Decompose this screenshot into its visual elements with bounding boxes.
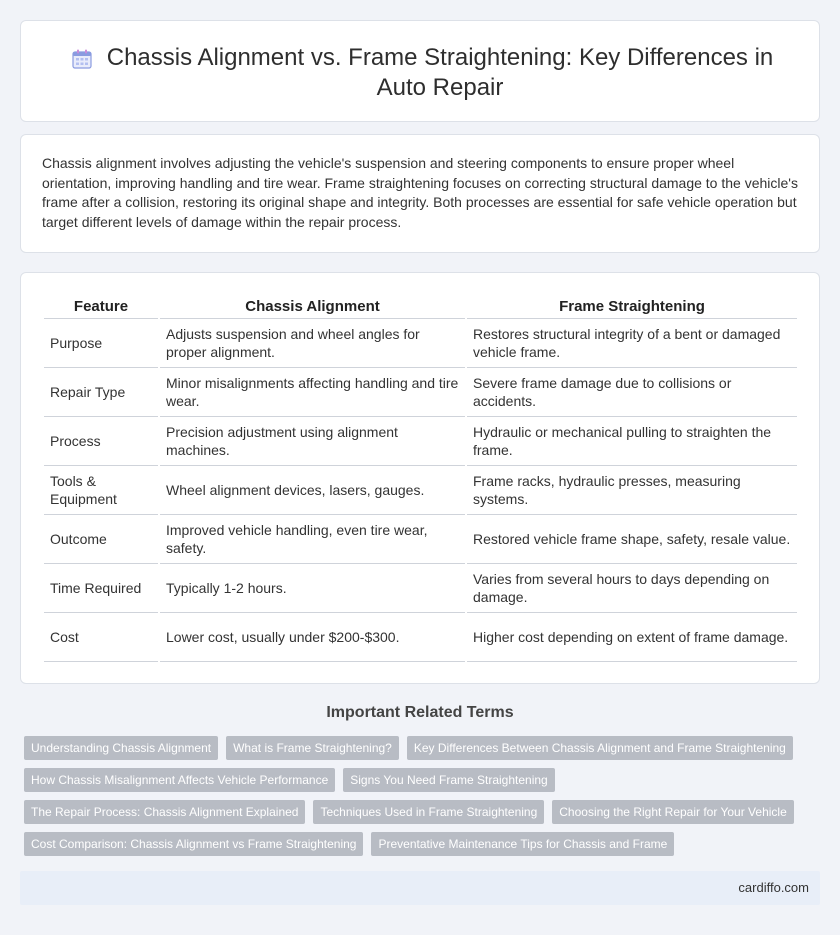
intro-card bbox=[20, 134, 820, 253]
feature-cell: Repair Type bbox=[44, 368, 158, 417]
chassis-cell: Typically 1-2 hours. bbox=[160, 564, 465, 613]
chassis-cell: Precision adjustment using alignment machines. bbox=[160, 417, 465, 466]
chassis-cell: Minor misalignments affecting handling and tire wear. bbox=[160, 368, 465, 417]
related-terms-heading: Important Related Terms bbox=[326, 704, 514, 721]
header-frame-straightening: Frame Straightening bbox=[467, 295, 797, 319]
frame-cell: Severe frame damage due to collisions or accidents. bbox=[467, 368, 797, 417]
frame-cell: Restores structural integrity of a bent or damaged vehicle frame. bbox=[467, 319, 797, 368]
table-row bbox=[44, 417, 797, 466]
related-term-tag[interactable]: The Repair Process: Chassis Alignment Explained bbox=[24, 800, 305, 824]
header-chassis-alignment: Chassis Alignment bbox=[160, 295, 465, 319]
related-term-tag[interactable]: What is Frame Straightening? bbox=[226, 736, 399, 760]
chassis-cell: Lower cost, usually under $200-$300. bbox=[160, 613, 465, 662]
related-term-tag[interactable]: Understanding Chassis Alignment bbox=[24, 736, 218, 760]
related-terms-list bbox=[24, 736, 804, 856]
table-row bbox=[44, 564, 797, 613]
comparison-table bbox=[42, 295, 799, 662]
header-feature: Feature bbox=[44, 295, 158, 319]
table-row bbox=[44, 319, 797, 368]
related-term-tag[interactable]: Preventative Maintenance Tips for Chassis and Frame bbox=[371, 832, 674, 856]
related-term-tag[interactable]: Signs You Need Frame Straightening bbox=[343, 768, 554, 792]
feature-cell: Tools & Equipment bbox=[44, 466, 158, 515]
table-row bbox=[44, 368, 797, 417]
header-card bbox=[20, 20, 820, 122]
table-header-row bbox=[44, 295, 797, 319]
table-row bbox=[44, 515, 797, 564]
table-row bbox=[44, 613, 797, 662]
comparison-table-card bbox=[20, 272, 820, 684]
related-term-tag[interactable]: Choosing the Right Repair for Your Vehicle bbox=[552, 800, 793, 824]
frame-cell: Higher cost depending on extent of frame damage. bbox=[467, 613, 797, 662]
feature-cell: Process bbox=[44, 417, 158, 466]
related-term-tag[interactable]: Key Differences Between Chassis Alignment and Frame Straightening bbox=[407, 736, 793, 760]
footer-site-link[interactable]: cardiffo.com bbox=[738, 880, 809, 895]
feature-cell: Cost bbox=[44, 613, 158, 662]
related-term-tag[interactable]: Techniques Used in Frame Straightening bbox=[313, 800, 544, 824]
intro-paragraph: Chassis alignment involves adjusting the vehicle's suspension and steering components to ensure proper wheel orientation, improving handling and tire wear. Frame straightening focuses on correcting structural damage to the vehicle's frame after a collision, restoring its original shape and integrity. Both processes are essential for safe vehicle operation but target different levels of damage within the repair process. bbox=[42, 155, 798, 230]
feature-cell: Outcome bbox=[44, 515, 158, 564]
chassis-cell: Improved vehicle handling, even tire wear, safety. bbox=[160, 515, 465, 564]
chassis-cell: Wheel alignment devices, lasers, gauges. bbox=[160, 466, 465, 515]
feature-cell: Purpose bbox=[44, 319, 158, 368]
frame-cell: Varies from several hours to days depending on damage. bbox=[467, 564, 797, 613]
table-row bbox=[44, 466, 797, 515]
related-term-tag[interactable]: How Chassis Misalignment Affects Vehicle Performance bbox=[24, 768, 335, 792]
footer bbox=[20, 871, 820, 905]
frame-cell: Frame racks, hydraulic presses, measuring systems. bbox=[467, 466, 797, 515]
frame-cell: Restored vehicle frame shape, safety, resale value. bbox=[467, 515, 797, 564]
page-title: Chassis Alignment vs. Frame Straightening: Key Differences in Auto Repair bbox=[106, 44, 774, 101]
feature-cell: Time Required bbox=[44, 564, 158, 613]
related-term-tag[interactable]: Cost Comparison: Chassis Alignment vs Frame Straightening bbox=[24, 832, 363, 856]
frame-cell: Hydraulic or mechanical pulling to straighten the frame. bbox=[467, 417, 797, 466]
chassis-cell: Adjusts suspension and wheel angles for proper alignment. bbox=[160, 319, 465, 368]
